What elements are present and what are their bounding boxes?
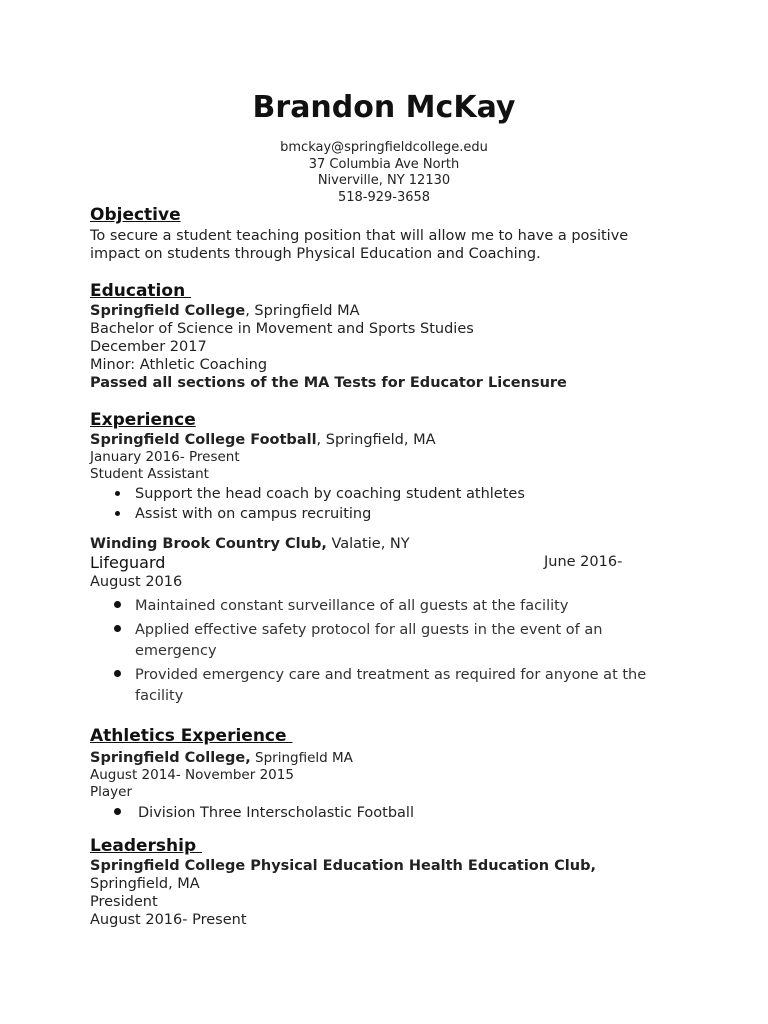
job1-org-line <box>90 431 690 449</box>
objective-line-2: impact on students through Physical Education and Coaching. <box>90 246 541 262</box>
contact-address-line1: 37 Columbia Ave North <box>308 156 460 172</box>
leadership-role: President <box>90 894 158 910</box>
job2-role-row <box>90 553 630 573</box>
experience-heading: Experience <box>90 410 196 430</box>
job1-bullet-1: Support the head coach by coaching student athletes <box>90 484 690 504</box>
athletics-dates: August 2014- November 2015 <box>90 767 294 783</box>
leadership-location: Springfield, MA <box>90 876 200 892</box>
athletics-bullets <box>90 803 690 823</box>
experience-job-2 <box>90 535 690 710</box>
education-school-line <box>90 302 690 320</box>
candidate-name: Brandon McKay <box>252 90 516 125</box>
athletics-location: Springfield MA <box>250 750 353 766</box>
athletics-heading: Athletics Experience <box>90 726 293 746</box>
education-degree: Bachelor of Science in Movement and Sports Studies <box>90 321 474 337</box>
job2-date-start: June 2016- <box>544 554 623 570</box>
experience-job-1 <box>90 431 690 524</box>
leadership-org: Springfield College Physical Education Health Education Club, <box>90 858 596 874</box>
leadership-section <box>90 857 690 929</box>
job1-location: , Springfield, MA <box>316 432 436 448</box>
athletics-role: Player <box>90 783 133 800</box>
education-school: Springfield College <box>90 303 246 319</box>
job1-bullets <box>90 484 690 524</box>
job2-date-end: August 2016 <box>90 574 183 590</box>
leadership-dates: August 2016- Present <box>90 912 247 928</box>
education-heading: Education <box>90 281 192 301</box>
objective-text <box>90 227 690 263</box>
contact-phone: 518-929-3658 <box>337 189 431 205</box>
education-minor: Minor: Athletic Coaching <box>90 357 268 373</box>
athletics-section <box>90 749 690 823</box>
athletics-bullet-1: Division Three Interscholastic Football <box>90 803 690 823</box>
contact-email: bmckay@springfieldcollege.edu <box>280 140 488 155</box>
leadership-heading: Leadership <box>90 836 203 856</box>
athletics-org-line <box>90 749 690 767</box>
contact-block <box>90 140 678 206</box>
job2-location: Valatie, NY <box>326 536 410 552</box>
job2-org-line <box>90 535 690 553</box>
job1-role: Student Assistant <box>90 465 209 482</box>
objective-line-1: To secure a student teaching position that will allow me to have a positive <box>90 228 629 244</box>
job2-bullet-1: Maintained constant surveillance of all guests at the facility <box>90 596 680 617</box>
education-licensure: Passed all sections of the MA Tests for Educator Licensure <box>90 375 567 391</box>
athletics-org: Springfield College, <box>90 750 251 766</box>
objective-heading: Objective <box>90 205 181 225</box>
education-section <box>90 302 690 392</box>
job2-role: Lifeguard <box>90 553 166 572</box>
job2-bullet-2: Applied effective safety protocol for all guests in the event of an emergency <box>90 620 680 662</box>
education-date: December 2017 <box>90 339 207 355</box>
job2-bullet-3: Provided emergency care and treatment as required for anyone at the facility <box>90 665 680 707</box>
job1-bullet-2: Assist with on campus recruiting <box>90 504 690 524</box>
job2-bullets <box>90 596 680 707</box>
job1-org: Springfield College Football <box>90 432 317 448</box>
contact-address-line2: Niverville, NY 12130 <box>317 173 451 188</box>
job1-dates: January 2016- Present <box>90 449 240 465</box>
education-location: , Springfield MA <box>245 303 360 319</box>
job2-org: Winding Brook Country Club, <box>90 536 327 552</box>
